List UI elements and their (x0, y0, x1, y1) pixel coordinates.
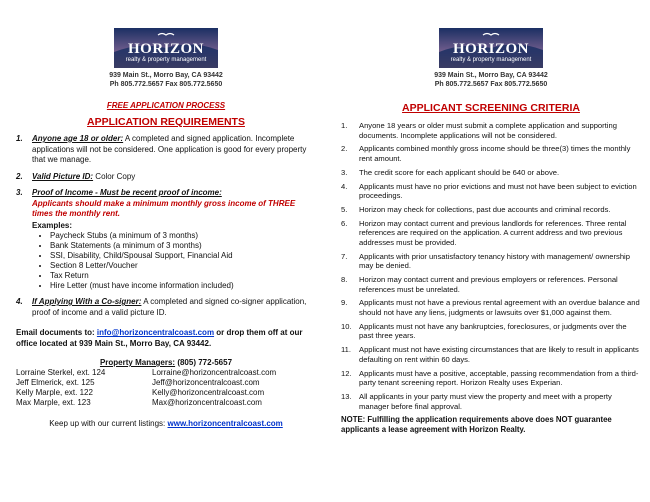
criterion-number: 2. (341, 144, 348, 154)
criterion-number: 12. (341, 368, 352, 378)
examples-label: Examples: (32, 220, 73, 230)
list-item: • Paycheck Stubs (a minimum of 3 months) (50, 231, 316, 241)
criterion-text: Applicants must have no prior evictions and must not have been subject to eviction proceedings. (359, 181, 637, 201)
list-item: • Hire Letter (must have income information included) (50, 281, 316, 291)
criterion-number: 13. (341, 391, 352, 401)
criterion-number: 5. (341, 204, 348, 214)
list-item (341, 144, 641, 163)
guarantee-note: NOTE: Fulfilling the application requirements above does NOT guarantee applicants a lease agreement with Horizon Realty. (341, 415, 612, 435)
criterion-text: Applicant must not have existing circumstances that are likely to result in applicants defaulting on rent within 60 days. (359, 345, 639, 364)
table-row (16, 388, 316, 398)
list-item (341, 205, 641, 215)
office-phones: Ph 805.772.5657 Fax 805.772.5650 (434, 81, 548, 88)
list-item (341, 345, 641, 364)
requirement-title: If Applying With a Co-signer: (32, 297, 142, 306)
logo-tagline: realty & property management (125, 57, 207, 63)
list-item (341, 298, 641, 317)
email-prefix: Email documents to: (16, 328, 97, 337)
criterion-text: Anyone 18 years or older must submit a complete application and supporting documents. Incomplete applications will not be considered. (359, 121, 617, 140)
criterion-text: Applicants must have a positive, acceptable, passing recommendation from a third-party tenant screening report. Horizon Realty uses Experian. (359, 368, 639, 388)
list-item: • Bank Statements (a minimum of 3 months) (50, 241, 316, 251)
property-managers-phone: (805) 772-5657 (175, 358, 233, 367)
criterion-text: Horizon may contact current and previous employers or references. Personal references must be unrelated. (359, 275, 618, 294)
manager-email[interactable]: Kelly@horizoncentralcoast.com (152, 388, 265, 397)
screening-criteria-column (341, 0, 641, 435)
criterion-number: 11. (341, 345, 351, 355)
requirement-number: 3. (16, 188, 23, 197)
horizon-logo (114, 28, 218, 68)
list-item (341, 168, 641, 178)
requirements-heading: APPLICATION REQUIREMENTS (87, 116, 245, 128)
criterion-number: 10. (341, 321, 352, 331)
logo-name: HORIZON (127, 41, 204, 57)
requirement-text: A completed and signed co-signer application, proof of income and a valid picture ID. (32, 297, 307, 317)
criterion-number: 9. (341, 298, 348, 308)
list-item (341, 275, 641, 294)
criterion-number: 3. (341, 167, 348, 177)
manager-name: Kelly Marple, ext. 122 (16, 388, 93, 397)
requirement-1 (16, 134, 316, 166)
list-item (341, 392, 641, 411)
property-managers-label: Property Managers: (99, 358, 176, 367)
requirement-number: 2. (16, 171, 23, 181)
table-row (16, 378, 316, 388)
criterion-number: 7. (341, 251, 348, 261)
screening-criteria-list (341, 121, 641, 411)
requirement-title: Valid Picture ID: (32, 171, 94, 181)
manager-name: Jeff Elmerick, ext. 125 (16, 378, 95, 387)
criterion-text: Applicants combined monthly gross income should be three(3) times the monthly rent amount. (359, 144, 631, 163)
criterion-text: All applicants in your party must view the property and meet with a property manager before final approval. (359, 391, 612, 411)
horizon-logo (439, 28, 543, 68)
manager-email[interactable]: Jeff@horizoncentralcoast.com (152, 378, 260, 387)
table-row (16, 398, 316, 408)
requirement-text: A completed and signed application. Incomplete applications will not be considered. One application is good for every property that we manage. (32, 134, 307, 164)
list-item (341, 252, 641, 271)
criterion-text: Horizon may contact current and previous landlords for references. Three rental references are required on the application. A current address and two previous addresses must be provided. (359, 218, 627, 247)
requirement-title: Proof of Income - Must be recent proof of income: (32, 188, 222, 197)
list-item: • Tax Return (50, 271, 316, 281)
criterion-number: 6. (341, 218, 348, 228)
income-note: Applicants should make a minimum monthly gross income of THREE times the monthly rent. (32, 198, 296, 218)
listings-prefix: Keep up with our current listings: (49, 419, 168, 428)
list-item (341, 369, 641, 388)
screening-heading: APPLICANT SCREENING CRITERIA (402, 102, 580, 114)
requirement-text: Color Copy (93, 171, 136, 181)
list-item (341, 322, 641, 341)
property-managers-heading (16, 358, 316, 367)
email-link[interactable]: info@horizoncentralcoast.com (96, 328, 215, 337)
office-address: 939 Main St., Morro Bay, CA 93442 (434, 72, 548, 79)
property-managers-list (16, 368, 316, 408)
office-address-block (341, 71, 641, 89)
criterion-number: 1. (341, 121, 348, 130)
requirement-number: 4. (16, 297, 23, 306)
list-item (341, 219, 641, 248)
requirement-number: 1. (16, 134, 23, 143)
criterion-text: Applicants must not have any bankruptcies, foreclosures, or judgments over the past three years. (359, 321, 627, 341)
requirement-2 (16, 172, 316, 183)
manager-email[interactable]: Max@horizoncentralcoast.com (152, 398, 262, 407)
criterion-text: Applicants with prior unsatisfactory tenancy history with management/ ownership may be denied. (359, 251, 630, 271)
requirement-3 (16, 188, 316, 291)
listings-line (16, 419, 316, 428)
listings-link[interactable]: www.horizoncentralcoast.com (167, 419, 283, 428)
criterion-number: 4. (341, 181, 348, 191)
criterion-text: The credit score for each applicant should be 640 or above. (359, 167, 560, 177)
list-item (341, 182, 641, 201)
process-label: FREE APPLICATION PROCESS (106, 101, 226, 110)
requirement-4 (16, 297, 316, 318)
list-item: • SSI, Disability, Child/Spousal Support, Financial Aid (50, 251, 316, 261)
logo-tagline: realty & property management (450, 57, 532, 63)
criterion-number: 8. (341, 275, 348, 285)
list-item: • Section 8 Letter/Voucher (50, 261, 316, 271)
manager-name: Lorraine Sterkel, ext. 124 (16, 368, 106, 377)
table-row (16, 368, 316, 378)
application-requirements-column (16, 0, 316, 428)
criterion-text: Horizon may check for collections, past due accounts and criminal records. (359, 204, 611, 214)
office-address-block (16, 71, 316, 89)
manager-name: Max Marple, ext. 123 (16, 398, 91, 407)
requirement-title: Anyone age 18 or older: (32, 134, 124, 143)
list-item (341, 121, 641, 140)
email-instructions (16, 328, 316, 349)
manager-email[interactable]: Lorraine@horizoncentralcoast.com (152, 368, 277, 377)
office-address: 939 Main St., Morro Bay, CA 93442 (109, 72, 223, 79)
email-suffix: or drop them off at our office located at 939 Main St., Morro Bay, CA 93442. (16, 328, 303, 348)
income-examples-list (32, 231, 316, 291)
criterion-text: Applicants must not have a previous rental agreement with an overdue balance and should not have any liens, judgments or lawsuits over $1,000 against them. (359, 298, 640, 317)
logo-name: HORIZON (452, 41, 529, 57)
office-phones: Ph 805.772.5657 Fax 805.772.5650 (109, 81, 223, 88)
